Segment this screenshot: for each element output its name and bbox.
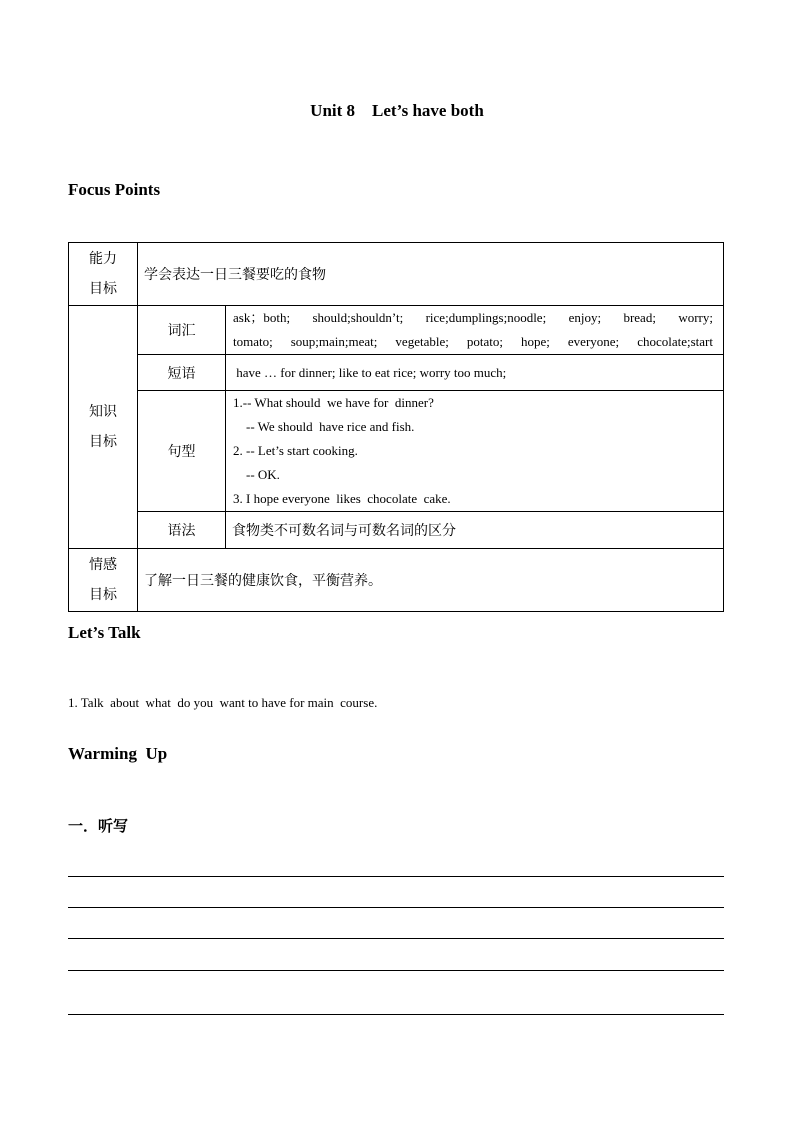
sentence-line: 3. I hope everyone likes chocolate cake. [233, 491, 451, 506]
dictation-heading: 一．听写 [68, 817, 129, 835]
focus-points-heading: Focus Points [68, 180, 161, 199]
sentence-line: -- We should have rice and fish. [233, 419, 415, 434]
phrases-content: have … for dinner; like to eat rice; worry too much; [226, 355, 724, 391]
ability-row [69, 243, 724, 306]
ability-label: 能力 目标 [69, 243, 138, 306]
phrases-row [69, 355, 724, 391]
writing-line[interactable] [68, 970, 724, 971]
sentences-content [226, 391, 724, 512]
lets-talk-heading: Let’s Talk [68, 623, 141, 642]
knowledge-label: 知识 目标 [69, 306, 138, 549]
writing-line[interactable] [68, 876, 724, 877]
emotion-label: 情感 目标 [69, 549, 138, 612]
writing-line[interactable] [68, 1014, 724, 1015]
warming-up-heading: Warming Up [68, 744, 168, 763]
sentence-line: 1.-- What should we have for dinner? [233, 395, 434, 410]
vocab-label: 词汇 [138, 306, 226, 355]
sentences-label: 句型 [138, 391, 226, 512]
emotion-row [69, 549, 724, 612]
sentences-row [69, 391, 724, 512]
phrases-label: 短语 [138, 355, 226, 391]
grammar-label: 语法 [138, 512, 226, 549]
page-title: Unit 8 Let’s have both [310, 101, 484, 120]
grammar-row [69, 512, 724, 549]
vocab-row [69, 306, 724, 355]
focus-points-table [68, 242, 724, 612]
writing-line[interactable] [68, 907, 724, 908]
sentence-line: -- OK. [233, 467, 280, 482]
talk-item-1: 1. Talk about what do you want to have for main course. [68, 695, 378, 710]
vocab-content [226, 306, 724, 355]
vocab-line-2: tomato; soup;main;meat; vegetable; potato; hope; everyone; chocolate;start [233, 334, 713, 349]
vocab-line-1: ask；both; should;shouldn’t; rice;dumplings;noodle; enjoy; bread; worry; [233, 310, 713, 325]
emotion-content: 了解一日三餐的健康饮食，平衡营养。 [138, 549, 724, 612]
ability-content: 学会表达一日三餐要吃的食物 [138, 243, 724, 306]
sentence-line: 2. -- Let’s start cooking. [233, 443, 358, 458]
grammar-content: 食物类不可数名词与可数名词的区分 [226, 512, 724, 549]
writing-line[interactable] [68, 938, 724, 939]
